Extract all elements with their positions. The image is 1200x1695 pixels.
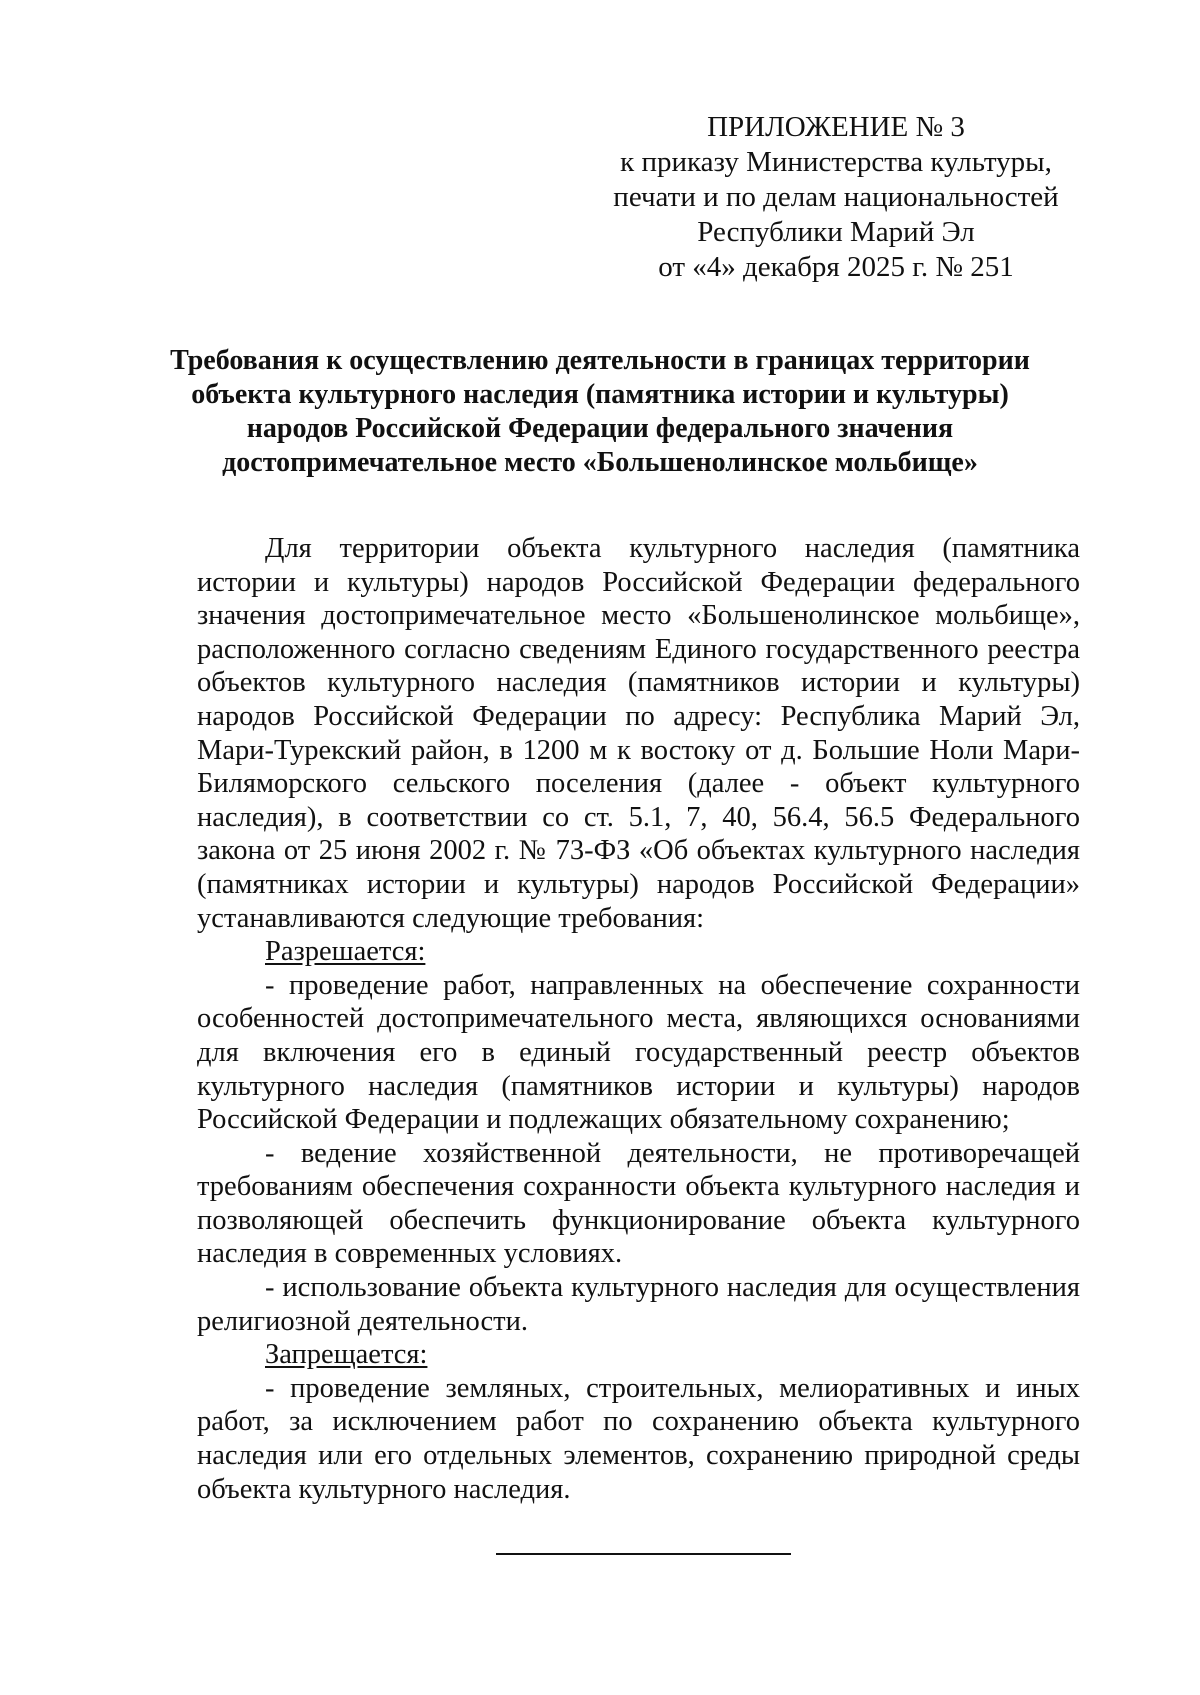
allowed-item: - использование объекта культурного наследия для осуществления религиозной деятельности. xyxy=(197,1272,1080,1337)
title-line: Требования к осуществлению деятельности в границах территории xyxy=(170,345,1030,376)
prohibited-item: - проведение земляных, строительных, мелиоративных и иных работ, за исключением работ по сохранению объекта культурного наследия или его отдельных элементов, сохранению природной среды объекта культурного наследия. xyxy=(197,1372,1080,1505)
annex-number: ПРИЛОЖЕНИЕ № 3 xyxy=(707,111,965,143)
annex-ministry-line: печати и по делам национальностей xyxy=(613,181,1059,213)
end-separator-line xyxy=(496,1553,791,1555)
title-line: объекта культурного наследия (памятника истории и культуры) xyxy=(191,379,1009,410)
prohibited-heading: Запрещается: xyxy=(265,1339,428,1371)
annex-order-line: к приказу Министерства культуры, xyxy=(620,146,1052,178)
annex-header xyxy=(576,110,1096,285)
allowed-item: - проведение работ, направленных на обеспечение сохранности особенностей достопримечательного места, являющихся основаниями для включения его в единый государственный реестр объектов культурного наследия (памятников истории и культуры) народов Российской Федерации и подлежащих обязательному сохранению; xyxy=(197,969,1080,1136)
annex-date-line: от «4» декабря 2025 г. № 251 xyxy=(658,251,1014,283)
title-line: достопримечательное место «Большенолинское мольбище» xyxy=(222,447,978,478)
intro-paragraph: Для территории объекта культурного наследия (памятника истории и культуры) народов Российской Федерации федерального значения достопримечательное место «Большенолинское мольбище», расположенного согласно сведениям Единого государственного реестра объектов культурного наследия (памятников истории и культуры) народов Российской Федерации по адресу: Республика Марий Эл, Мари-Турекский район, в 1200 м к востоку от д. Большие Ноли Мари-Биляморского сельского поселения (далее - объект культурного наследия), в соответствии со ст. 5.1, 7, 40, 56.4, 56.5 Федерального закона от 25 июня 2002 г. № 73-ФЗ «Об объектах культурного наследия (памятниках истории и культуры) народов Российской Федерации» устанавливаются следующие требования: xyxy=(197,533,1080,934)
title-line: народов Российской Федерации федерального значения xyxy=(246,413,954,444)
annex-republic-line: Республики Марий Эл xyxy=(697,216,975,248)
allowed-heading: Разрешается: xyxy=(265,936,426,968)
allowed-item: - ведение хозяйственной деятельности, не противоречащей требованиям обеспечения сохранности объекта культурного наследия и позволяющей обеспечить функционирование объекта культурного наследия в современных условиях. xyxy=(197,1137,1080,1270)
document-title xyxy=(150,344,1050,480)
document-body xyxy=(197,532,1080,1506)
